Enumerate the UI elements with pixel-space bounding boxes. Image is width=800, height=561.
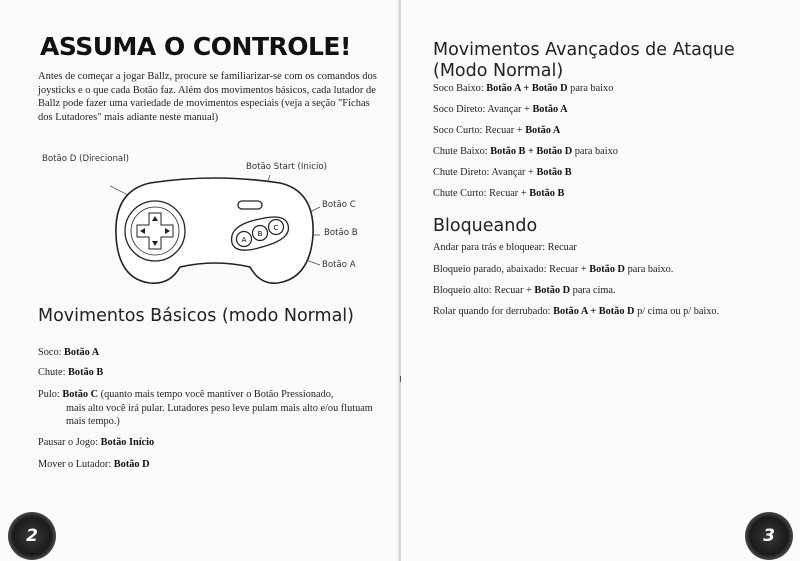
- attack-move-row: [433, 166, 572, 180]
- move-label: Bloqueio parado, abaixado:: [433, 264, 547, 275]
- block-move-row: [433, 305, 719, 319]
- move-pre: Recuar: [547, 242, 577, 253]
- move-suffix: para baixo: [572, 146, 618, 157]
- move-label: Soco Direto:: [433, 104, 486, 115]
- move-label: Pulo:: [38, 389, 60, 400]
- move-value: Botão A + Botão D: [553, 306, 635, 317]
- attack-moves-heading: Movimentos Avançados de Ataque (Modo Normal): [433, 40, 735, 81]
- move-label: Chute Curto:: [433, 188, 487, 199]
- label-button-a: Botão A: [322, 260, 356, 270]
- move-label: Chute Baixo:: [433, 146, 488, 157]
- move-pre: Recuar +: [494, 285, 535, 296]
- move-label: Pausar o Jogo:: [38, 437, 99, 448]
- move-value: Botão A: [525, 125, 561, 136]
- move-value: Botão Início: [100, 437, 155, 448]
- basic-move-row: [38, 458, 150, 472]
- button-c-letter: C: [273, 224, 279, 232]
- move-value: Botão A: [532, 104, 568, 115]
- move-suffix: para baixo.: [625, 264, 674, 275]
- move-suffix: para baixo: [567, 83, 614, 94]
- block-move-row: [433, 284, 616, 298]
- start-button: [238, 201, 262, 209]
- right-page: [401, 0, 800, 561]
- page-number-badge: [8, 512, 56, 560]
- page-title: ASSUMA O CONTROLE!: [40, 32, 351, 61]
- move-value: Botão D: [534, 285, 571, 296]
- move-rest: (quanto mais tempo você mantiver o Botão Pressionado,: [98, 389, 334, 400]
- move-label: Bloqueio alto:: [433, 285, 492, 296]
- move-pre: Avançar +: [487, 104, 533, 115]
- move-value: Botão B + Botão D: [490, 146, 573, 157]
- attack-move-row: [433, 103, 568, 117]
- move-value: Botão C: [62, 389, 99, 400]
- label-start: Botão Start (Inicio): [246, 162, 327, 172]
- move-label: Chute:: [38, 367, 66, 378]
- left-page: [0, 0, 399, 561]
- move-label: Soco Baixo:: [433, 83, 484, 94]
- move-value: Botão A + Botão D: [486, 83, 568, 94]
- move-pre: Recuar +: [549, 264, 590, 275]
- move-value: Botão A: [64, 347, 100, 358]
- label-button-c: Botão C: [322, 200, 356, 210]
- label-button-b: Botão B: [324, 228, 358, 238]
- attack-move-row: [433, 82, 613, 96]
- page-number: 3: [763, 526, 775, 546]
- page-number-badge: [745, 512, 793, 560]
- move-label: Andar para trás e bloquear:: [433, 242, 546, 253]
- basic-move-row: [38, 366, 103, 380]
- move-value: Botão B: [529, 188, 565, 199]
- move-label: Rolar quando for derrubado:: [433, 306, 551, 317]
- move-pre: Recuar +: [489, 188, 530, 199]
- attack-move-row: [433, 145, 618, 159]
- move-value: Botão D: [589, 264, 625, 275]
- basic-moves-heading: Movimentos Básicos (modo Normal): [38, 306, 354, 326]
- move-value: Botão B: [536, 167, 572, 178]
- label-dpad: Botão D (Direcional): [42, 154, 129, 164]
- button-a-letter: A: [241, 236, 247, 244]
- move-pre: Recuar +: [485, 125, 526, 136]
- move-value: Botão D: [113, 459, 150, 470]
- move-label: Soco Curto:: [433, 125, 483, 136]
- move-note: mais alto você irá pular. Lutadores peso leve pulam mais alto e/ou flutuam mais tempo.): [66, 402, 373, 427]
- button-b-letter: B: [257, 230, 263, 238]
- block-move-row: [433, 241, 577, 255]
- basic-move-row: [38, 436, 154, 450]
- move-suffix: p/ cima ou p/ baixo.: [634, 306, 720, 317]
- page-number: 2: [26, 526, 38, 546]
- block-move-row: [433, 263, 673, 277]
- move-suffix: para cima.: [570, 285, 616, 296]
- move-label: Soco:: [38, 347, 62, 358]
- basic-move-row: [38, 346, 99, 360]
- intro-paragraph: Antes de começar a jogar Ballz, procure se familiarizar-se com os comandos dos joysticks e o que cada Botão faz. Além dos movimentos básicos, cada lutador de Ballz pode fazer uma variedade de movimentos especiais (veja a seção "Fichas dos Lutadores" mais adiante neste manual): [38, 71, 377, 123]
- controller-illustration: [110, 175, 320, 290]
- move-value: Botão B: [68, 367, 104, 378]
- basic-move-row: [38, 388, 383, 429]
- move-label: Mover o Lutador:: [38, 459, 112, 470]
- attack-move-row: [433, 187, 564, 201]
- attack-move-row: [433, 124, 560, 138]
- move-label: Chute Direto:: [433, 167, 490, 178]
- block-heading: Bloqueando: [433, 216, 538, 236]
- move-pre: Avançar +: [491, 167, 537, 178]
